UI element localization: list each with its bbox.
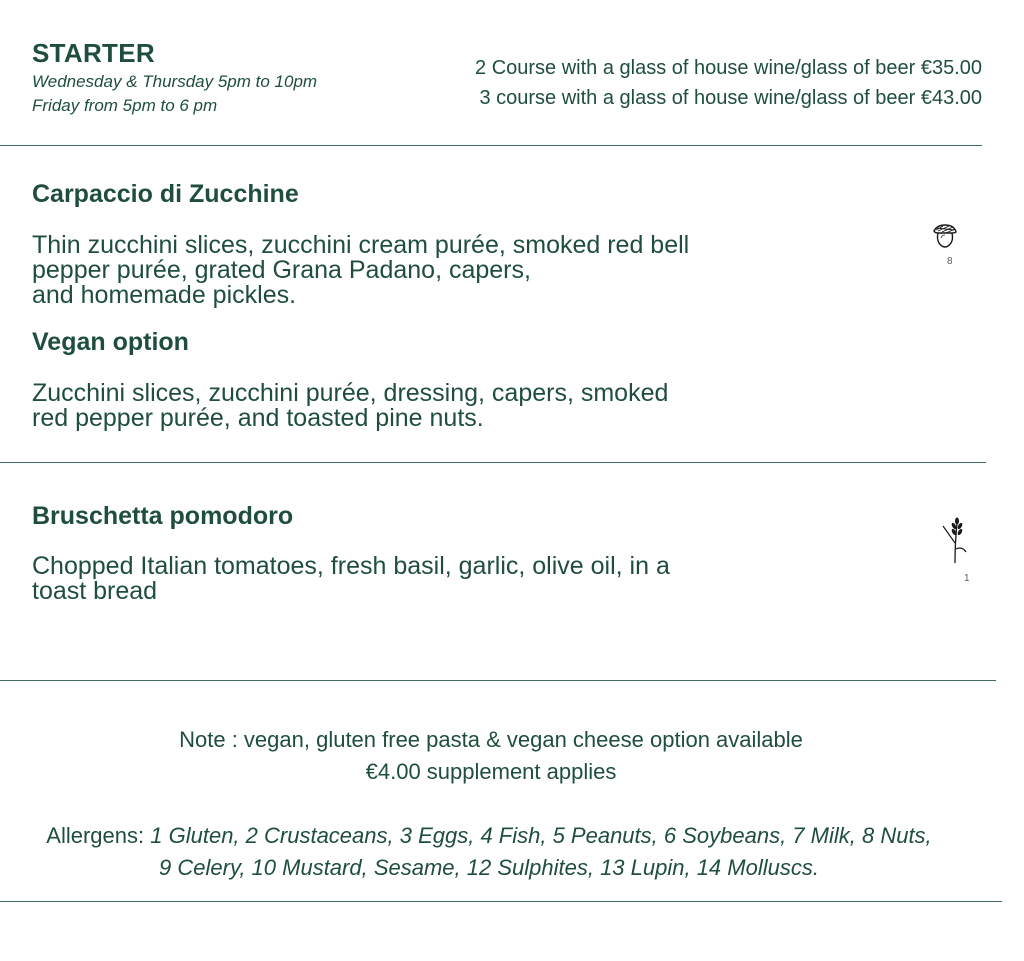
allergens-list-2: 9 Celery, 10 Mustard, Sesame, 12 Sulphites, 13 Lupin, 14 Molluscs. bbox=[159, 855, 819, 880]
note-line-2: €4.00 supplement applies bbox=[365, 759, 617, 784]
vegan-description-line: Zucchini slices, zucchini purée, dressing, capers, smoked bbox=[32, 379, 669, 407]
vegan-description-line: red pepper purée, and toasted pine nuts. bbox=[32, 404, 484, 432]
dish-description-line: Chopped Italian tomatoes, fresh basil, garlic, olive oil, in a bbox=[32, 552, 670, 580]
dish-description-bruschetta bbox=[32, 554, 752, 604]
divider-dish-2 bbox=[0, 680, 996, 681]
allergens-legend-line-1 bbox=[0, 820, 978, 852]
allergens-label: Allergens: bbox=[46, 823, 145, 848]
hours-line-2: Friday from 5pm to 6 pm bbox=[32, 96, 218, 115]
dish-name-carpaccio: Carpaccio di Zucchine bbox=[32, 180, 299, 208]
allergen-number-carpaccio: 8 bbox=[947, 256, 953, 267]
vegan-option-description bbox=[32, 381, 752, 431]
price-three-course: 3 course with a glass of house wine/glass of beer €43.00 bbox=[479, 87, 982, 109]
allergen-number-bruschetta: 1 bbox=[964, 573, 970, 584]
vegan-option-title: Vegan option bbox=[32, 328, 189, 356]
menu-section-title: STARTER bbox=[32, 38, 155, 68]
dish-description-line: pepper purée, grated Grana Padano, capers, bbox=[32, 256, 531, 284]
price-two-course: 2 Course with a glass of house wine/glass of beer €35.00 bbox=[475, 57, 982, 79]
dish-description-carpaccio bbox=[32, 233, 752, 308]
divider-header bbox=[0, 145, 982, 146]
note-line-1: Note : vegan, gluten free pasta & vegan cheese option available bbox=[179, 727, 803, 752]
allergens-list-1: 1 Gluten, 2 Crustaceans, 3 Eggs, 4 Fish, 5 Peanuts, 6 Soybeans, 7 Milk, 8 Nuts, bbox=[150, 823, 932, 848]
divider-footer bbox=[0, 901, 1002, 902]
divider-dish-1 bbox=[0, 462, 986, 463]
dish-description-line: and homemade pickles. bbox=[32, 281, 297, 309]
dish-name-bruschetta: Bruschetta pomodoro bbox=[32, 502, 294, 530]
dish-description-line: toast bread bbox=[32, 577, 158, 605]
wheat-icon bbox=[940, 513, 970, 565]
hours-line-1: Wednesday & Thursday 5pm to 10pm bbox=[32, 72, 318, 91]
nut-icon bbox=[928, 222, 962, 252]
dish-description-line: Thin zucchini slices, zucchini cream purée, smoked red bell bbox=[32, 231, 690, 259]
allergens-legend bbox=[0, 820, 978, 884]
